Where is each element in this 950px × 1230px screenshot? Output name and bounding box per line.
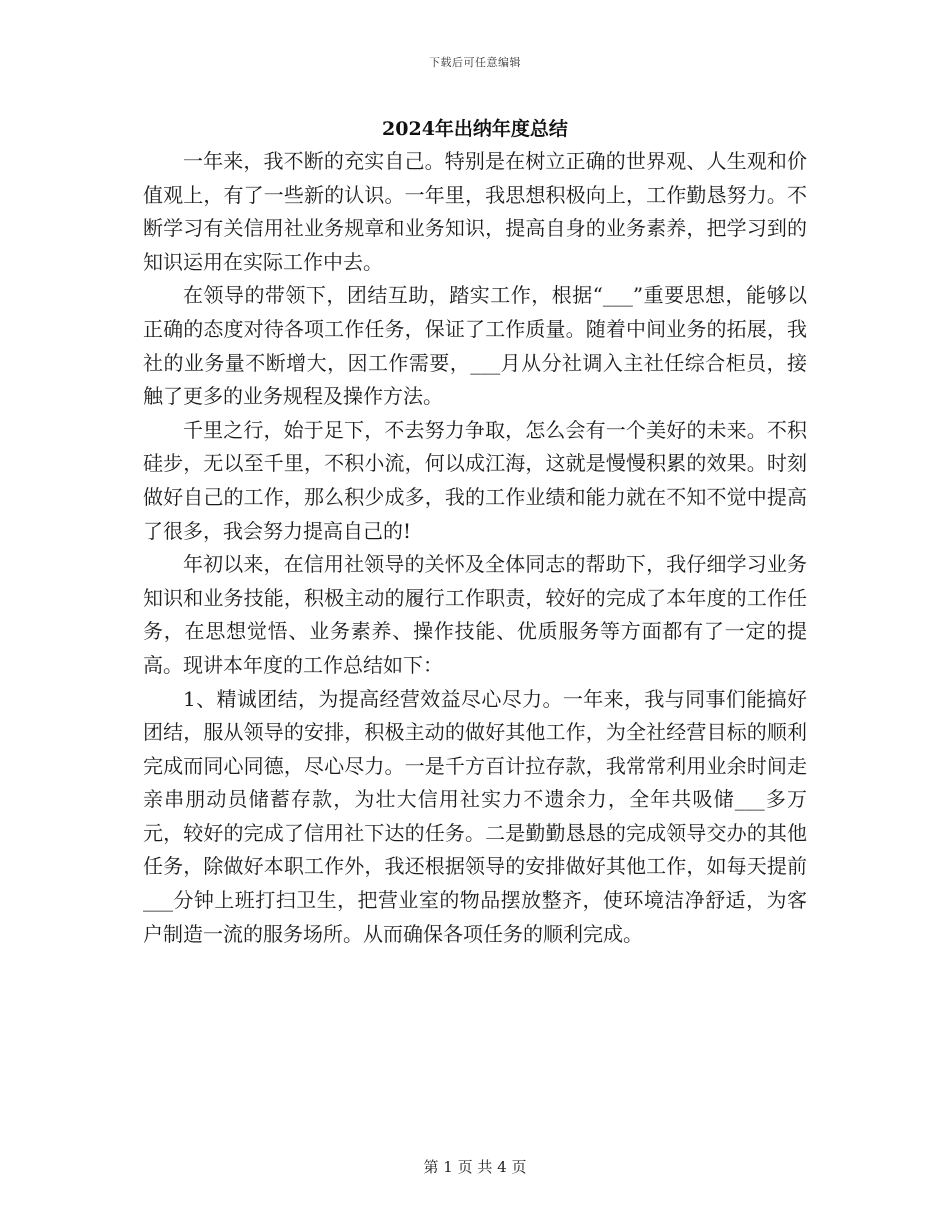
paragraph-5: 1、精诚团结，为提高经营效益尽心尽力。一年来，我与同事们能搞好团结，服从领导的安排，积极主动的做好其他工作，为全社经营目标的顺利完成而同心同德，尽心尽力。一是千方百计拉存款，我常常利用业余时间走亲串朋动员储蓄存款，为壮大信用社实力不遗余力，全年共吸储___多万元，较好的完成了信用社下达的任务。二是勤勤恳恳的完成领导交办的其他任务，除做好本职工作外，我还根据领导的安排做好其他工作，如每天提前___分钟上班打扫卫生，把营业室的物品摆放整齐，使环境洁净舒适，为客户制造一流的服务场所。从而确保各项任务的顺利完成。 — [143, 686, 807, 946]
page-number-footer: 第 1 页 共 4 页 — [423, 1158, 527, 1176]
document-title: 2024年出纳年度总结 — [382, 118, 568, 140]
paragraph-2: 在领导的带领下，团结互助，踏实工作，根据“___”重要思想，能够以正确的态度对待各项工作任务，保证了工作质量。随着中间业务的拓展，我社的业务量不断增大，因工作需要，___月从分社调入主社任综合柜员，接触了更多的业务规程及操作方法。 — [143, 283, 807, 409]
document-body — [143, 145, 807, 951]
paragraph-1: 一年来，我不断的充实自己。特别是在树立正确的世界观、人生观和价值观上，有了一些新的认识。一年里，我思想积极向上，工作勤恳努力。不断学习有关信用社业务规章和业务知识，提高自身的业务素养，把学习到的知识运用在实际工作中去。 — [143, 149, 807, 274]
paragraph-3: 千里之行，始于足下，不去努力争取，怎么会有一个美好的未来。不积硅步，无以至千里，不积小流，何以成江海，这就是慢慢积累的效果。时刻做好自己的工作，那么积少成多，我的工作业绩和能力就在不知不觉中提高了很多，我会努力提高自己的! — [143, 417, 807, 543]
paragraph-4: 年初以来，在信用社领导的关怀及全体同志的帮助下，我仔细学习业务知识和业务技能，积极主动的履行工作职责，较好的完成了本年度的工作任务，在思想觉悟、业务素养、操作技能、优质服务等方面都有了一定的提高。现讲本年度的工作总结如下： — [143, 552, 807, 677]
page-header-note: 下载后可任意编辑 — [429, 56, 521, 69]
